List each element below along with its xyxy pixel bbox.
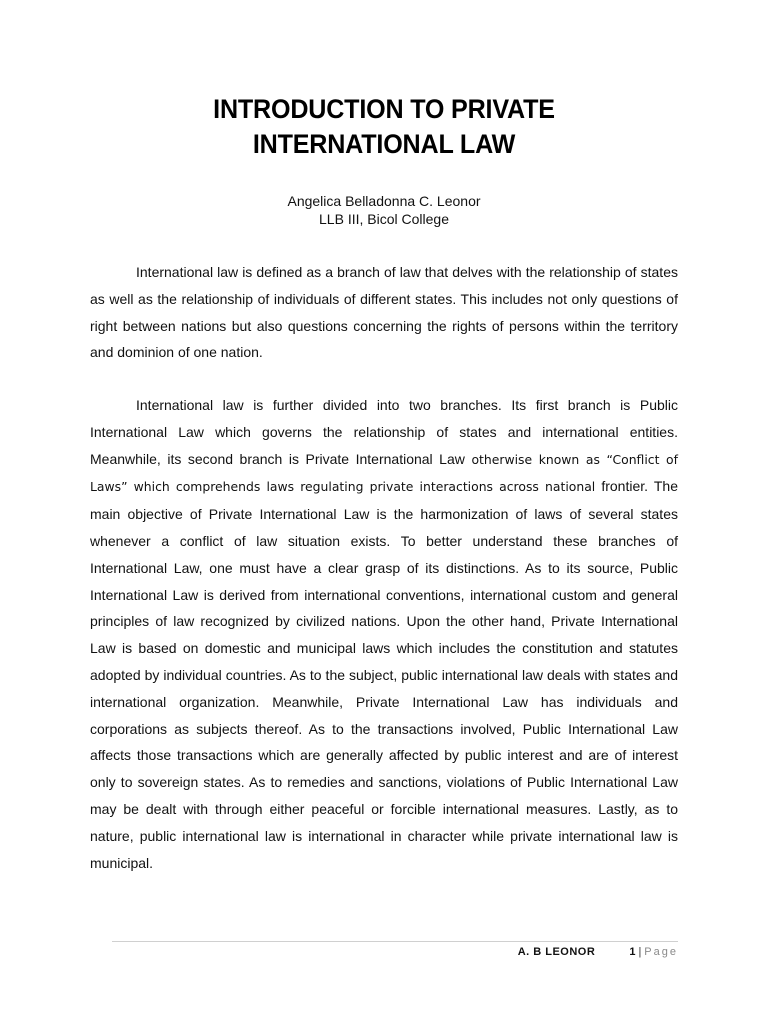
title-line-1: INTRODUCTION TO PRIVATE (213, 94, 555, 124)
paragraph-1 (90, 259, 678, 366)
author-block (90, 192, 678, 228)
page-footer (518, 945, 678, 959)
footer-page-number: 1 (629, 946, 636, 958)
footer-page-label: Page (644, 946, 678, 958)
title-line-2: INTERNATIONAL LAW (252, 129, 516, 159)
footer-divider (112, 941, 678, 942)
footer-author: A. B LEONOR (517, 946, 596, 958)
paragraph-1-text: International law is defined as a branch of law that delves with the relationship of states as well as the relationship of individuals of different states. This includes not only questions of right between nations but also questions concerning the rights of persons within the territory and dominion of one nation. (90, 264, 678, 361)
footer-separator: | (638, 946, 642, 958)
paragraph-2 (90, 392, 678, 876)
paragraph-2-text-c: frontier. The main objective of Private International Law is the harmonization of laws of several states whenever a conflict of law situation exists. To better understand these branches of International Law, one must have a clear grasp of its distinctions. As to its source, Public International Law is derived from international conventions, international custom and general principles of law recognized by civilized nations. Upon the other hand, Private International Law is based on domestic and municipal laws which includes the constitution and statutes adopted by individual countries. As to the subject, public international law deals with states and international organization. Meanwhile, Private International Law has individuals and corporations as subjects thereof. As to the transactions involved, Public International Law affects those transactions which are generally affected by public interest and are of interest only to sovereign states. As to remedies and sanctions, violations of Public International Law may be dealt with through either peaceful or forcible international measures. Lastly, as to nature, public international law is international in character while private international law is municipal. (90, 478, 678, 871)
paragraph-2-text-a: International law is further divided into two branches. Its first branch is Public International Law which governs the relationship of states and international entities. Meanwhile, its second branch is Private International Law (90, 397, 678, 467)
author-name: Angelica Belladonna C. Leonor (287, 193, 481, 209)
document-title (111, 92, 658, 162)
author-affiliation: LLB III, Bicol College (319, 211, 449, 227)
paragraph-2-text-b: otherwise known as “Conflict of Laws” which comprehends laws regulating private interactions across national (90, 451, 678, 495)
